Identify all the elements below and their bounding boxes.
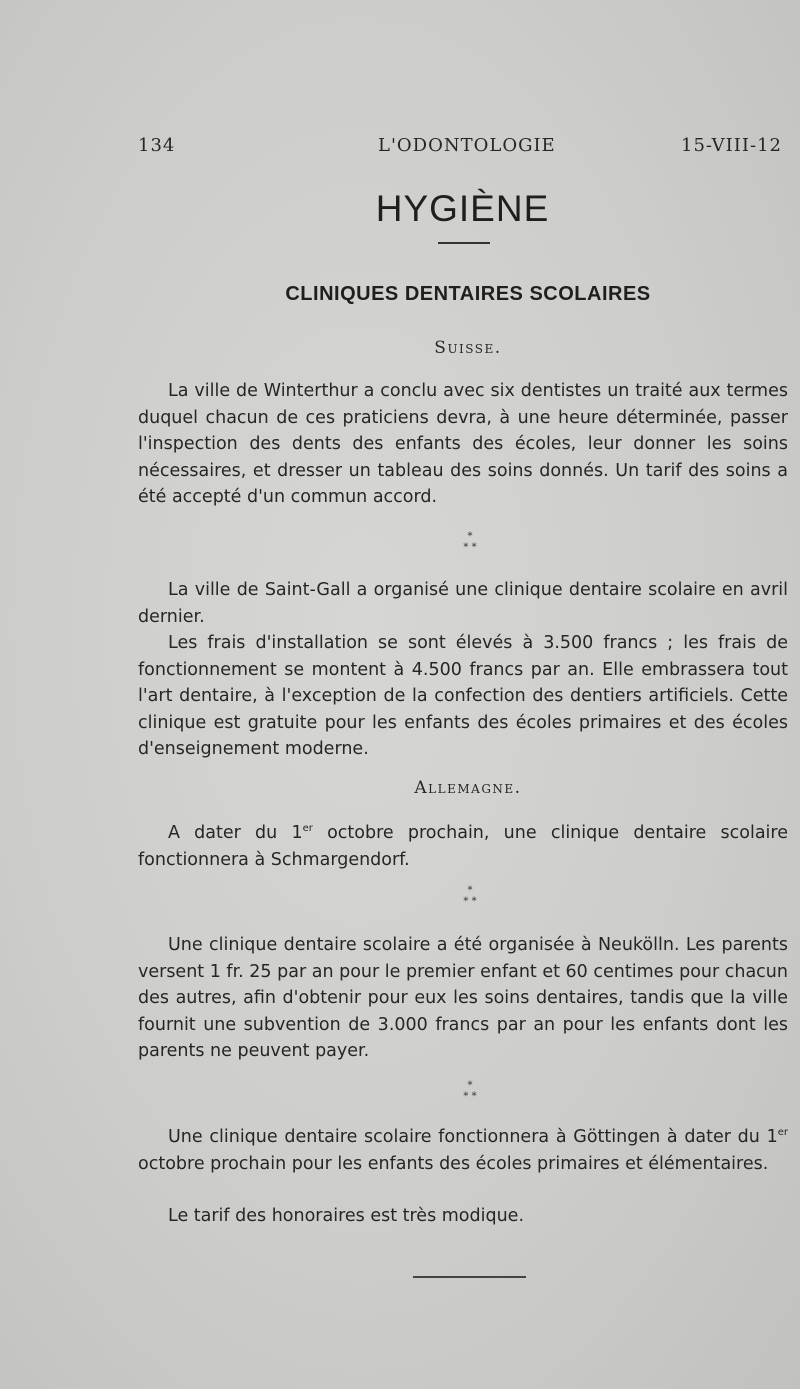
paragraph: La ville de Saint-Gall a organisé une clinique dentaire scolaire en avril dernier. xyxy=(138,580,788,627)
asterism-separator xyxy=(440,885,500,907)
ordinal-suffix: er xyxy=(302,823,313,835)
paragraph: La ville de Winterthur a conclu avec six dentistes un traité aux termes duquel chacun de ces praticiens devra, à une heure déterminée, passer l'inspection des dents des enfants des écoles, leur donner les soins nécessaires, et dresser un tableau des soins donnés. Un tarif des soins a été accepté d'un commun accord. xyxy=(138,381,788,507)
asterism-separator xyxy=(440,1080,500,1102)
asterism-bottom: * * xyxy=(463,1091,477,1102)
asterism-bottom: * * xyxy=(463,896,477,907)
asterism-separator xyxy=(440,531,500,553)
asterism-bottom: * * xyxy=(463,542,477,553)
paragraph xyxy=(138,820,788,873)
paragraph: Une clinique dentaire scolaire a été organisée à Neukölln. Les parents versent 1 fr. 25 par an pour le premier enfant et 60 centimes pour chacun des autres, afin d'obtenir pour eux les soins dentaires, tandis que la ville fournit une subvention de 3.000 francs par an pour les enfants dont les parents ne peuvent payer. xyxy=(138,935,788,1061)
title-divider xyxy=(438,242,490,244)
asterism-top: * xyxy=(467,885,473,896)
paragraph-text: A dater du 1 xyxy=(168,823,303,843)
paragraph: Les frais d'installation se sont élevés à 3.500 francs ; les frais de fonctionnement se montent à 4.500 francs par an. Elle embrassera tout l'art dentaire, à l'exception de la confection des dentiers artificiels. Cette clinique est gratuite pour les enfants des écoles primaires et des écoles d'enseignement moderne. xyxy=(138,633,788,759)
ordinal-suffix: er xyxy=(777,1127,788,1139)
issue-date: 15-VIII-12 xyxy=(681,135,782,156)
paragraph xyxy=(138,1124,788,1177)
end-rule xyxy=(413,1276,526,1278)
country-heading-suisse: Suisse. xyxy=(434,338,502,358)
country-heading-allemagne: Allemagne. xyxy=(414,778,522,798)
asterism-top: * xyxy=(467,531,473,542)
paragraph: Le tarif des honoraires est très modique. xyxy=(168,1206,525,1226)
journal-title: L'ODONTOLOGIE xyxy=(378,135,556,156)
page-number: 134 xyxy=(138,135,176,156)
section-title: HYGIÈNE xyxy=(375,188,550,229)
running-header xyxy=(138,135,782,161)
paragraph-text: octobre prochain, une clinique dentaire scolaire fonctionnera à Schmargendorf. xyxy=(138,823,788,870)
paragraph-text: Une clinique dentaire scolaire fonctionnera à Göttingen à dater du 1 xyxy=(168,1127,778,1147)
paragraph-text: octobre prochain pour les enfants des écoles primaires et élémentaires. xyxy=(138,1153,769,1174)
article-title: CLINIQUES DENTAIRES SCOLAIRES xyxy=(285,283,651,305)
asterism-top: * xyxy=(467,1080,473,1091)
